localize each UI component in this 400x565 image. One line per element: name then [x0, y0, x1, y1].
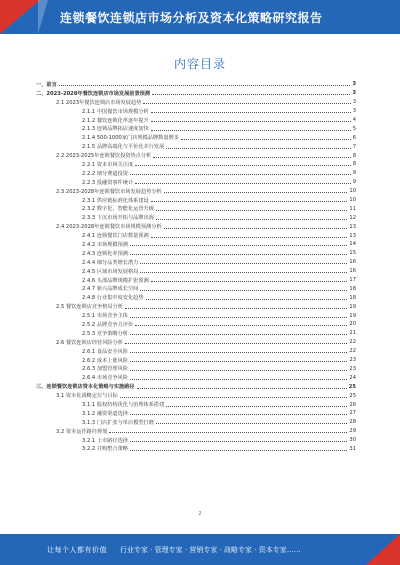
- toc-entry-title: 2.1.3 连锁品牌拓店速度加快: [82, 126, 149, 133]
- toc-entry-page: 11: [349, 205, 356, 212]
- toc-dot-leader: [151, 201, 348, 202]
- toc-entry[interactable]: [36, 409, 356, 418]
- toc-dot-leader: [181, 139, 351, 140]
- toc-entry[interactable]: [36, 240, 356, 249]
- toc-entry-page: 6: [352, 134, 356, 141]
- toc-entry-title: 3.2.1 上市路径选择: [82, 437, 128, 444]
- toc-entry[interactable]: [36, 116, 356, 125]
- toc-dot-leader: [164, 192, 348, 193]
- toc-entry[interactable]: [36, 89, 356, 98]
- toc-entry-title: 2.4.4 细分品类增长潜力: [82, 259, 139, 266]
- toc-dot-leader: [130, 334, 347, 335]
- toc-dot-leader: [130, 245, 347, 246]
- toc-entry-title: 3.1 资本化战略定位与目标: [56, 393, 118, 400]
- report-title: 连锁餐饮连锁店市场分析及资本化策略研究报告: [60, 11, 323, 25]
- toc-entry[interactable]: [36, 311, 356, 320]
- toc-entry-page: 13: [349, 232, 356, 239]
- toc-entry-title: 2.1 2023年餐饮连锁店市场发展趋势: [56, 99, 142, 106]
- toc-entry-title: 2.1.2 餐饮连锁化率逐年提升: [82, 117, 149, 124]
- toc-dot-leader: [140, 272, 347, 273]
- toc-entry-title: 2.6 餐饮连锁店经营风险分析: [56, 339, 123, 346]
- footer-tags: 行业专家 · 管理专家 · 营销专家 · 战略专家 · 资本专家……: [120, 546, 301, 554]
- toc-dot-leader: [156, 423, 347, 424]
- toc-entry-title: 2.3.2 数字化、智能化运营升级: [82, 206, 154, 213]
- toc-entry-page: 8: [352, 161, 356, 168]
- toc-dot-leader: [130, 379, 347, 380]
- toc-entry[interactable]: [36, 196, 356, 205]
- toc-entry-title: 2.5.1 市场竞争主体: [82, 313, 128, 320]
- toc-entry-page: 28: [349, 419, 356, 426]
- toc-entry-page: 4: [352, 117, 356, 123]
- toc-entry-page: 3: [352, 99, 356, 106]
- toc-entry-page: 10: [349, 197, 356, 204]
- toc-dot-leader: [109, 432, 347, 433]
- toc-entry[interactable]: [36, 347, 356, 356]
- toc-entry-page: 16: [349, 259, 356, 266]
- toc-entry-page: 21: [349, 330, 356, 337]
- toc-entry-page: 22: [349, 339, 356, 346]
- toc-entry-page: 10: [349, 188, 356, 195]
- toc-entry-page: 16: [349, 268, 356, 275]
- toc-entry[interactable]: [36, 80, 356, 89]
- toc-entry-title: 二、2023-2028年餐饮连锁店市场发展前景预测: [36, 90, 151, 97]
- toc-dot-leader: [135, 183, 351, 184]
- toc-entry-page: 29: [349, 428, 356, 435]
- report-footer: [0, 534, 400, 565]
- toc-dot-leader: [130, 441, 347, 442]
- toc-entry-title: 2.6.1 食品安全风险: [82, 348, 128, 355]
- toc-dot-leader: [151, 237, 348, 238]
- toc-entry-page: 9: [352, 170, 356, 177]
- toc-entry-page: 3: [352, 108, 356, 115]
- footer-red-accent: [366, 534, 400, 565]
- toc-entry-page: 12: [349, 214, 356, 221]
- toc-entry[interactable]: [36, 124, 356, 133]
- toc-dot-leader: [137, 388, 347, 389]
- toc-entry-title: 2.5.3 竞争策略分析: [82, 330, 128, 337]
- footer-slogan: 让每个人都有价值: [47, 546, 107, 554]
- toc-entry-title: 2.4.3 连锁化率预测: [82, 250, 128, 257]
- toc-entry[interactable]: [36, 142, 356, 151]
- toc-entry-page: 3: [352, 90, 356, 97]
- toc-dot-leader: [125, 308, 347, 309]
- toc-entry-title: 2.2 2023-2025年连锁餐饮投资热点分析: [56, 153, 152, 160]
- toc-entry-title: 3.1.2 融资渠道选择: [82, 410, 128, 417]
- toc-dot-leader: [151, 281, 348, 282]
- toc-entry[interactable]: [36, 445, 356, 454]
- toc-entry-title: 2.6.4 市场竞争风险: [82, 375, 128, 382]
- toc-entry-page: 14: [349, 241, 356, 248]
- toc-entry-title: 2.4.8 行业集中度变化趋势: [82, 295, 144, 302]
- toc-entry-title: 2.1.4 500-1000家门店规模品牌数量增多: [82, 135, 179, 142]
- toc-dot-leader: [130, 174, 351, 175]
- toc-entry-title: 2.6.3 加盟管理风险: [82, 366, 128, 373]
- toc-entry[interactable]: [36, 284, 356, 293]
- toc-dot-leader: [135, 165, 351, 166]
- toc-entry[interactable]: [36, 391, 356, 400]
- toc-dot-leader: [140, 263, 347, 264]
- toc-entry[interactable]: [36, 418, 356, 427]
- toc-dot-leader: [156, 210, 347, 211]
- toc-entry[interactable]: [36, 98, 356, 107]
- toc-entry[interactable]: [36, 293, 356, 302]
- toc-entry-title: 2.6.2 成本上涨风险: [82, 357, 128, 364]
- toc-entry[interactable]: [36, 249, 356, 258]
- toc-entry-title: 2.2.2 细分赛道投资: [82, 170, 128, 177]
- toc-entry-title: 2.2.1 资本市场关注度: [82, 161, 134, 168]
- toc-entry-title: 3.1.3 门店扩张与单店模型打磨: [82, 419, 154, 426]
- toc-entry-title: 一、前言: [36, 81, 57, 88]
- toc-entry-page: 25: [348, 383, 356, 390]
- toc-entry-title: 2.4.7 新兴品牌成长空间: [82, 286, 139, 293]
- page-number: 2: [198, 511, 202, 517]
- toc-entry-page: 7: [352, 143, 356, 150]
- toc-entry[interactable]: [36, 178, 356, 187]
- toc-dot-leader: [130, 361, 347, 362]
- toc-entry-title: 2.3.1 供应链标准化体系建设: [82, 197, 149, 204]
- toc-entry[interactable]: [36, 302, 356, 311]
- toc-entry-title: 2.4.2 市场规模预测: [82, 241, 128, 248]
- toc-entry-page: 22: [349, 348, 356, 355]
- toc-entry[interactable]: [36, 338, 356, 347]
- toc-entry[interactable]: [36, 276, 356, 285]
- toc-dot-leader: [146, 299, 348, 300]
- toc-entry[interactable]: [36, 160, 356, 169]
- toc-entry-title: 2.5.2 品牌竞争力评价: [82, 321, 134, 328]
- toc-entry-page: 30: [349, 437, 356, 444]
- toc-entry-page: 26: [349, 401, 356, 408]
- toc-dot-leader: [151, 130, 351, 131]
- toc-entry-page: 19: [349, 312, 356, 319]
- toc-entry[interactable]: [36, 382, 356, 391]
- toc-entry-page: 8: [352, 152, 356, 159]
- toc-entry[interactable]: [36, 400, 356, 409]
- toc-dot-leader: [120, 397, 348, 398]
- toc-dot-leader: [164, 228, 348, 229]
- toc-entry-title: 2.4.6 头部品牌规模扩张预测: [82, 277, 149, 284]
- toc-entry-page: 20: [349, 321, 356, 328]
- toc-entry[interactable]: [36, 133, 356, 142]
- toc-entry[interactable]: [36, 365, 356, 374]
- toc-entry-page: 18: [349, 285, 356, 292]
- toc-entry[interactable]: [36, 231, 356, 240]
- toc-dot-leader: [130, 254, 347, 255]
- toc-dot-leader: [152, 94, 350, 95]
- toc-entry-page: 31: [349, 445, 356, 452]
- toc-entry-page: 18: [349, 294, 356, 301]
- toc-entry-title: 2.4.1 连锁餐饮门店数量预测: [82, 233, 149, 240]
- toc-dot-leader: [156, 219, 347, 220]
- toc-dot-leader: [151, 121, 351, 122]
- toc-dot-leader: [130, 414, 347, 415]
- toc-entry-page: 3: [352, 81, 356, 88]
- toc-dot-leader: [166, 406, 347, 407]
- toc-entry[interactable]: [36, 320, 356, 329]
- toc-entry-page: 9: [352, 179, 356, 186]
- toc-entry[interactable]: [36, 258, 356, 267]
- toc-entry[interactable]: [36, 356, 356, 365]
- toc-dot-leader: [130, 352, 347, 353]
- toc-heading: 内容目录: [173, 57, 226, 71]
- toc-entry[interactable]: [36, 169, 356, 178]
- toc-entry-page: 17: [349, 277, 356, 284]
- toc-entry-page: 23: [349, 365, 356, 372]
- report-header: [0, 0, 400, 34]
- toc-entry-title: 三、连锁餐饮连锁店资本化策略与实施路径: [36, 384, 135, 391]
- toc-entry[interactable]: [36, 267, 356, 276]
- toc-entry-page: 25: [349, 392, 356, 399]
- toc-entry-title: 2.4 2023-2028年连锁餐饮市场规模预测分析: [56, 224, 162, 231]
- header-stripe-accent: [38, 0, 48, 34]
- toc-entry[interactable]: [36, 427, 356, 436]
- toc-entry-title: 3.1.1 股权结构优化与治理体系搭建: [82, 402, 165, 408]
- toc-dot-leader: [166, 148, 350, 149]
- toc-dot-leader: [130, 370, 347, 371]
- toc-entry[interactable]: [36, 373, 356, 382]
- toc-dot-leader: [153, 157, 350, 158]
- toc-entry-page: 23: [349, 357, 356, 364]
- header-red-accent: [0, 0, 40, 34]
- toc-dot-leader: [130, 450, 347, 451]
- toc-entry-title: 2.3 2023-2028年连锁餐饮市场发展趋势分析: [56, 188, 162, 195]
- toc-dot-leader: [59, 85, 351, 86]
- toc-entry-page: 19: [349, 303, 356, 310]
- toc-entry-title: 3.2 资本运作路径规划: [56, 428, 108, 435]
- toc-dot-leader: [125, 343, 347, 344]
- toc-entry-title: 2.1.1 中国餐饮市场规模分析: [82, 108, 149, 115]
- toc-entry-title: 2.2.3 投融资事件统计: [82, 179, 134, 186]
- toc-entry[interactable]: [36, 436, 356, 445]
- toc-entry-page: 13: [349, 223, 356, 230]
- toc-entry[interactable]: [36, 204, 356, 213]
- toc-entry[interactable]: [36, 213, 356, 222]
- toc-entry-page: 5: [352, 125, 356, 132]
- toc-dot-leader: [135, 325, 347, 326]
- toc-entry[interactable]: [36, 329, 356, 338]
- toc-dot-leader: [130, 317, 347, 318]
- toc-entry[interactable]: [36, 187, 356, 196]
- toc-dot-leader: [151, 112, 351, 113]
- toc-entry-page: 15: [349, 250, 356, 257]
- toc-entry-title: 2.4.5 区域市场发展格局: [82, 268, 139, 275]
- toc-dot-leader: [143, 103, 350, 104]
- toc-entry[interactable]: [36, 151, 356, 160]
- toc-dot-leader: [140, 290, 347, 291]
- toc-entry-page: 27: [349, 410, 356, 417]
- toc-entry[interactable]: [36, 222, 356, 231]
- toc-entry-title: 2.5 餐饮连锁店竞争格局分析: [56, 304, 123, 311]
- toc-entry[interactable]: [36, 107, 356, 116]
- toc-entry-title: 2.3.3 下沉市场开拓与品牌出海: [82, 215, 154, 222]
- toc-entry-page: 24: [349, 374, 356, 381]
- toc-entry-title: 3.2.2 并购整合策略: [82, 446, 128, 453]
- table-of-contents: [36, 80, 356, 453]
- toc-entry-title: 2.1.5 品牌高端化与平价化并行发展: [82, 144, 165, 151]
